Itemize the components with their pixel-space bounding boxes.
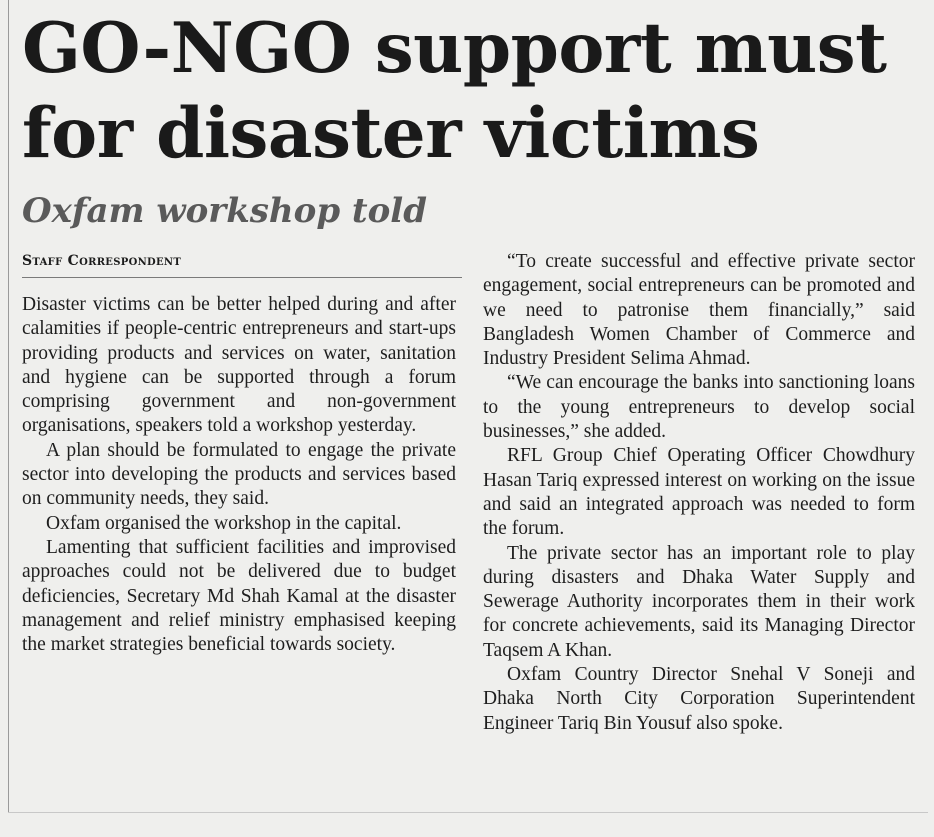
article-column-right: [483, 250, 915, 736]
paragraph: Oxfam Country Director Snehal V Soneji and Dhaka North City Corporation Superintendent Engineer Tariq Bin Yousuf also spoke.: [483, 664, 915, 734]
article-column-left: [22, 293, 456, 657]
paragraph: Lamenting that sufficient facilities and improvised approaches could not be delivered due to budget deficiencies, Secretary Md Shah Kamal at the disaster management and relief ministry emphasised keeping the market strategies beneficial towards society.: [22, 536, 456, 656]
paragraph: Disaster victims can be better helped during and after calamities if people-centric entrepreneurs and start-ups providing products and services on water, sanitation and hygiene can be supported through a forum comprising government and non-government organisations, speakers told a workshop yesterday.: [22, 294, 456, 437]
paragraph: Oxfam organised the workshop in the capital.: [46, 512, 402, 534]
byline: Staff Correspondent: [22, 253, 462, 278]
bottom-divider: [8, 812, 928, 813]
column-rule: [8, 0, 9, 812]
headline-line-2: for disaster victims: [22, 93, 760, 174]
paragraph: The private sector has an important role to play during disasters and Dhaka Water Supply and Sewerage Authority incorporates them in their work for concrete achievements, said its Managing Director Taqsem A Khan.: [483, 542, 915, 661]
paragraph: “We can encourage the banks into sanctioning loans to the young entrepreneurs to develop social businesses,” she added.: [483, 372, 915, 443]
paragraph: “To create successful and effective private sector engagement, social entrepreneurs can be promoted and we need to patronise them financially,” said Bangladesh Women Chamber of Commerce and Industry President Selima Ahmad.: [483, 251, 915, 370]
paragraph: A plan should be formulated to engage the private sector into developing the products and services based on community needs, they said.: [22, 439, 456, 510]
paragraph: RFL Group Chief Operating Officer Chowdhury Hasan Tariq expressed interest on working on the issue and said an integrated approach was needed to form the forum.: [483, 445, 915, 540]
headline: [22, 6, 922, 176]
subheadline: Oxfam workshop told: [22, 191, 427, 231]
headline-line-1: GO-NGO support must: [22, 8, 887, 89]
